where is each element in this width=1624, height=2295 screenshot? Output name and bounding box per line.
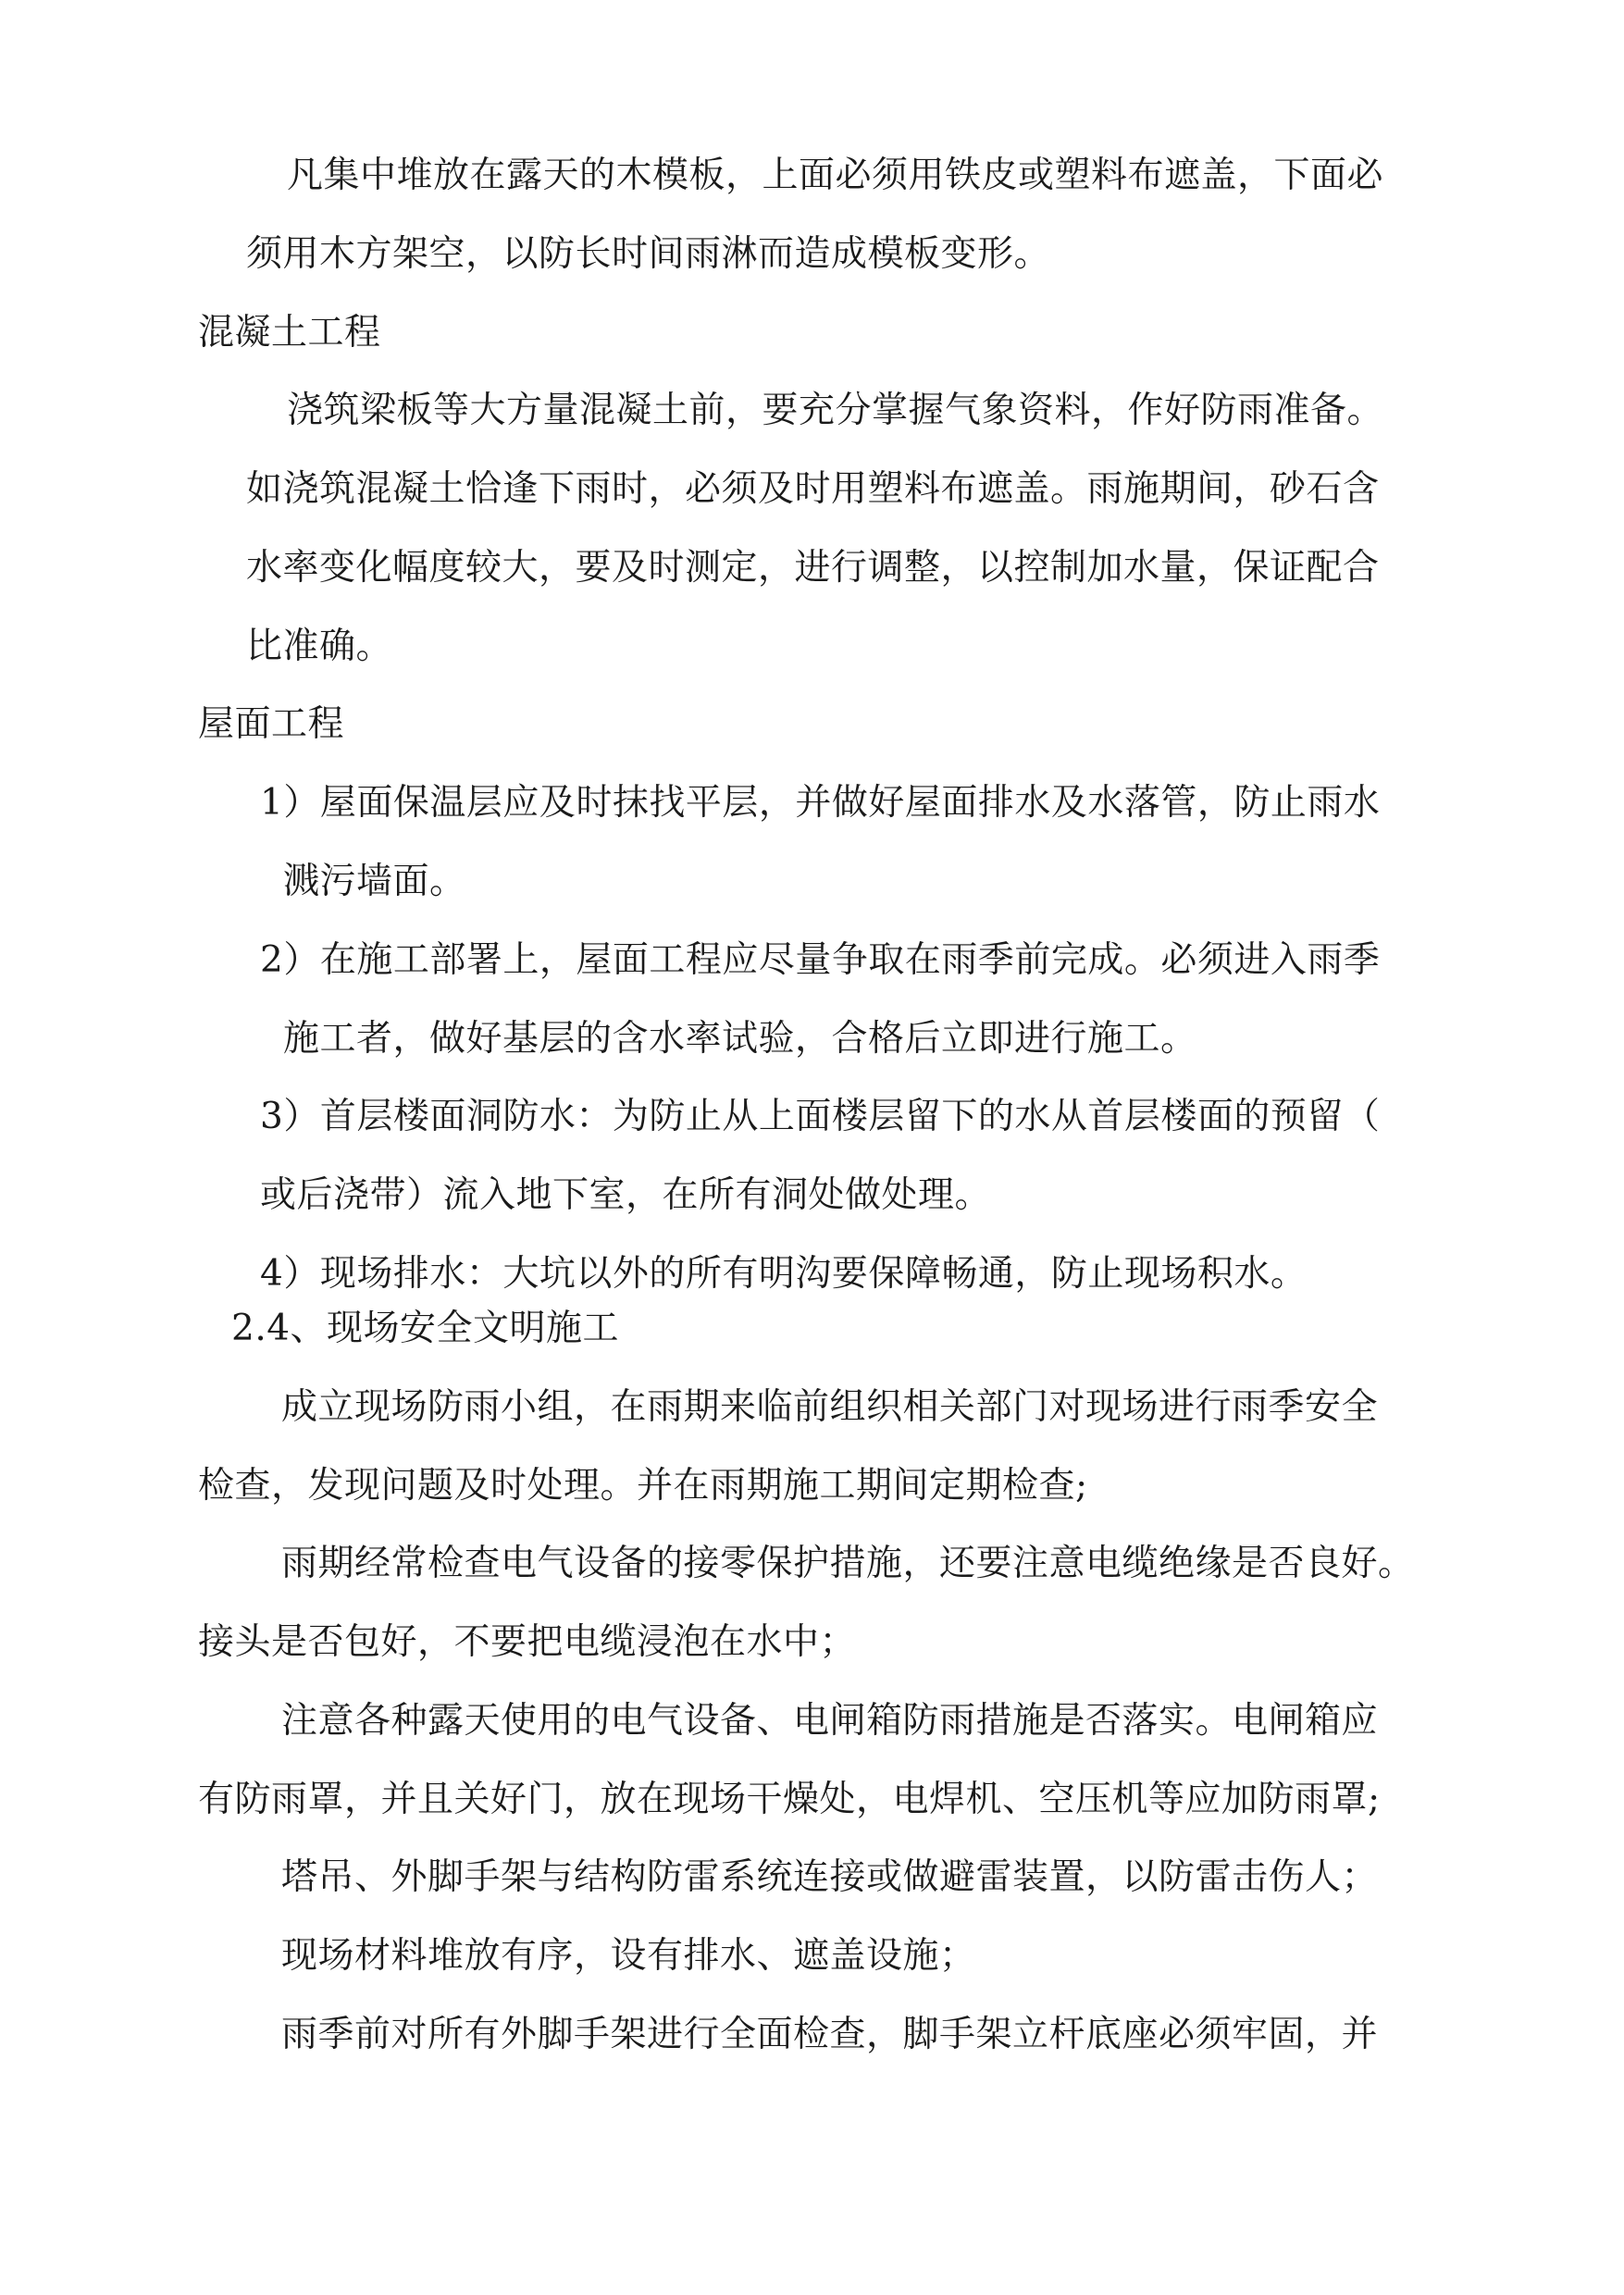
paragraph-line: 注意各种露天使用的电气设备、电闸箱防雨措施是否落实。电闸箱应 [281, 1700, 1379, 1742]
paragraph-line: 须用木方架空，以防长时间雨淋而造成模板变形。 [246, 233, 1051, 275]
section-heading: 2.4、现场安全文明施工 [231, 1308, 620, 1349]
paragraph-line: 比准确。 [246, 626, 393, 667]
paragraph-line: 雨期经常检查电气设备的接零保护措施，还要注意电缆绝缘是否良好。 [281, 1543, 1415, 1584]
paragraph-line: 如浇筑混凝土恰逢下雨时，必须及时用塑料布遮盖。雨施期间，砂石含 [246, 468, 1380, 510]
list-item-line: 2）在施工部署上，屋面工程应尽量争取在雨季前完成。必须进入雨季 [260, 939, 1381, 981]
paragraph-line: 塔吊、外脚手架与结构防雷系统连接或做避雷装置，以防雷击伤人； [281, 1856, 1379, 1898]
list-item-line: 1）屋面保温层应及时抹找平层，并做好屋面排水及水落管，防止雨水 [260, 782, 1381, 824]
section-heading: 混凝土工程 [198, 312, 381, 354]
list-item-line: 或后浇带）流入地下室，在所有洞处做处理。 [260, 1174, 992, 1216]
paragraph-line: 成立现场防雨小组，在雨期来临前组织相关部门对现场进行雨季安全 [281, 1386, 1379, 1428]
list-item-line: 3）首层楼面洞防水：为防止从上面楼层留下的水从首层楼面的预留（ [260, 1096, 1381, 1137]
paragraph-line: 雨季前对所有外脚手架进行全面检查，脚手架立杆底座必须牢固，并 [281, 2014, 1379, 2055]
list-item-line: 溅污墙面。 [283, 861, 466, 902]
paragraph-line: 浇筑梁板等大方量混凝土前，要充分掌握气象资料，作好防雨准备。 [287, 390, 1384, 431]
paragraph-line: 现场材料堆放有序，设有排水、遮盖设施； [281, 1935, 976, 1977]
paragraph-line: 凡集中堆放在露天的木模板，上面必须用铁皮或塑料布遮盖，下面必 [287, 155, 1384, 196]
paragraph-line: 检查，发现问题及时处理。并在雨期施工期间定期检查; [198, 1465, 1088, 1507]
section-heading: 屋面工程 [198, 703, 345, 745]
list-item-line: 施工者，做好基层的含水率试验，合格后立即进行施工。 [283, 1018, 1197, 1060]
paragraph-line: 水率变化幅度较大，要及时测定，进行调整，以控制加水量，保证配合 [246, 547, 1380, 589]
paragraph-line: 接头是否包好，不要把电缆浸泡在水中； [198, 1621, 857, 1663]
paragraph-line: 有防雨罩，并且关好门，放在现场干燥处，电焊机、空压机等应加防雨罩; [198, 1779, 1381, 1820]
list-item-line: 4）现场排水：大坑以外的所有明沟要保障畅通，防止现场积水。 [260, 1253, 1308, 1295]
